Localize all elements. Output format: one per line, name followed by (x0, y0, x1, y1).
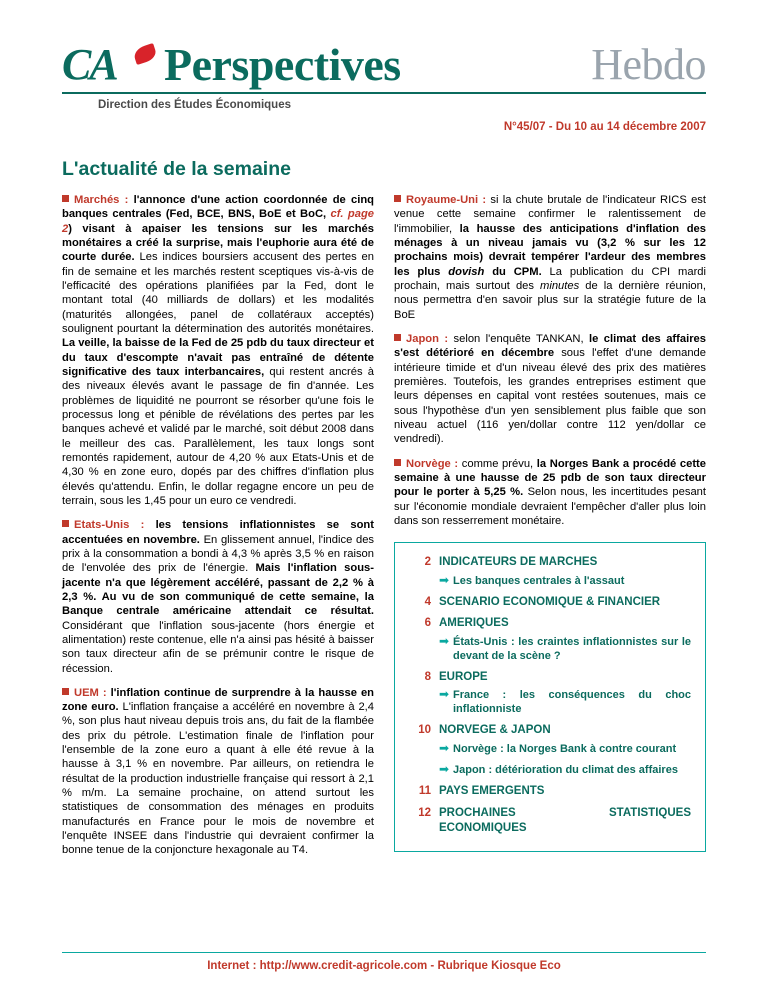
toc-subentry-label: Les banques centrales à l'assaut (453, 574, 625, 587)
toc-page-number: 11 (418, 785, 431, 798)
article-paragraph (394, 457, 706, 529)
toc-entry[interactable] (409, 616, 691, 631)
toc-section-label: AMERIQUES (439, 617, 509, 630)
paragraph-body: selon l'enquête TANKAN, le climat des affaires s'est détérioré en décembre sous l'effet d'une demande intérieure timide et d'un niveau élevé des prix des matières premières. Toutefois, les grandes entreprises estiment que leurs dépenses en capital vont restées soutenues, mais ce sous l'hypothèse d'un yen sensiblement plus faible que son niveau actuel (116 yen/dollar contre 112 yen/dollar ce vendredi). (394, 332, 706, 446)
arrow-right-icon: ➡ (439, 740, 450, 755)
toc-section-label: NORVEGE & JAPON (439, 723, 551, 736)
footer-link[interactable]: Internet : http://www.credit-agricole.com - Rubrique Kiosque Eco (207, 960, 561, 972)
toc-subentry[interactable] (439, 741, 691, 757)
footer (62, 952, 706, 972)
footer-divider (62, 952, 706, 953)
paragraph-lead: Japon : (406, 332, 449, 345)
paragraph-body: comme prévu, la Norges Bank a procédé cette semaine à une hausse de 25 pdb de son taux directeur pour le porter à 5,25 %. Selon nous, les incertitudes pesant sur l'économie mondiale devraient l'empêcher d'aller plus loin dans son resserrement monétaire. (394, 457, 706, 527)
toc-subentry[interactable] (439, 762, 691, 778)
paragraph-body: si la chute brutale de l'indicateur RICS est venue cette semaine confirmer le ralentissement de l'immobilier, la hausse des anticipations d'inflation des ménages à un niveau jamais vu (3,2 % sur les 12 prochains mois) devrait tempérer l'ardeur des membres les plus dovish du CPM. La publication du CPI mardi prochain, mais surtout des minutes de la dernière réunion, nous permettra d'en savoir plus sur la stratégie future de la BoE (394, 194, 706, 321)
issue-date: N°45/07 - Du 10 au 14 décembre 2007 (503, 121, 706, 133)
square-bullet-icon (394, 195, 401, 202)
arrow-right-icon: ➡ (439, 687, 450, 702)
toc-section-label: PROCHAINES STATISTIQUES ECONOMIQUES (439, 806, 691, 834)
toc-section-label: EUROPE (439, 670, 488, 683)
toc-entry[interactable] (409, 595, 691, 610)
square-bullet-icon (394, 459, 401, 466)
paragraph-lead: UEM : (74, 686, 107, 699)
toc-subentry-label: Norvège : la Norges Bank à contre courant (453, 742, 677, 755)
paragraph-lead: Etats-Unis : (74, 519, 145, 532)
paragraph-lead: Royaume-Uni : (406, 194, 487, 206)
logo-row (62, 39, 706, 90)
leaf-icon (132, 43, 158, 65)
page-title: L'actualité de la semaine (62, 158, 291, 180)
article-paragraph (62, 686, 374, 858)
department-label: Direction des Études Économiques (98, 99, 291, 111)
paragraph-body: l'annonce d'une action coordonnée de cinq banques centrales (Fed, BCE, BNS, BoE et BoC, cf. page 2) visant à apaiser les tensions sur les marchés monétaires a créé la surprise, mais l'euphorie aura été de courte durée. Les indices boursiers accusent des pertes en fin de semaine et les marchés restent sceptiques vis-à-vis de l'efficacité des opérations planifiées par la Fed, dont le montant total (40 milliards de dollars) et les modalités (maturités allongées, panel de collatéraux acceptés) soulignent pourtant la détermination des autorités monétaires. La veille, la baisse de la Fed de 25 pdb du taux directeur et du taux d'escompte n'avait pas entraîné de détente significative des taux interbancaires, qui restent ancrés à des niveaux élevés avant le passage de fin d'année. Les problèmes de liquidité ne pourront se résorber qu'une fois le processus long et pénible de révélations des pertes par les banques achevé et validé par le marché, soit début 2008 dans le meilleur des cas. Parallèlement, les taux longs sont remontés rapidement, autour de 4,20 % aux Etats-Unis et de 4,30 % en zone euro, dopés par des chiffres d'inflation plus élevés qu'attendu. Enfin, le dollar regagne encore un peu de terrain, sous les 1,45 pour un euro ce vendredi. (62, 194, 375, 507)
credit-agricole-logo (62, 42, 158, 88)
toc-page-number: 8 (424, 670, 431, 683)
arrow-right-icon: ➡ (439, 762, 450, 777)
square-bullet-icon (394, 334, 401, 341)
toc-entry[interactable] (409, 555, 691, 570)
toc-subentry-label: France : les conséquences du choc inflationniste (453, 689, 691, 716)
paragraph-lead: Norvège : (406, 457, 459, 470)
masthead-divider (62, 92, 706, 94)
article-paragraph (62, 193, 374, 508)
toc-entry[interactable] (409, 670, 691, 685)
right-column (394, 193, 706, 868)
toc-page-number: 6 (424, 617, 431, 630)
brand-secondary-title: Hebdo (591, 40, 706, 89)
article-paragraph (62, 518, 374, 676)
left-column (62, 193, 374, 868)
article-paragraph (394, 193, 706, 322)
toc-section-label: INDICATEURS DE MARCHES (439, 556, 598, 569)
toc-page-number: 12 (418, 806, 431, 819)
square-bullet-icon (62, 688, 69, 695)
square-bullet-icon (62, 520, 69, 527)
paragraph-body: l'inflation continue de surprendre à la hausse en zone euro. L'inflation française a accéléré en novembre à 2,4 %, son plus haut niveau depuis trois ans, du fait de la flambée des prix du pétrole. L'estimation finale de l'inflation pour l'ensemble de la zone euro a quant à elle été revue à la hausse à 3,1 % en novembre. Par ailleurs, on retiendra le résultat de la production industrielle française qui ressort à 2,1 % m/m. La semaine prochaine, on attend surtout les statistiques de consommation des ménages en produits manufacturés en France pour le mois de novembre et l'enquête INSEE dans l'industrie qui devraient confirmer la bonne tenue de la conjoncture hexagonale au T4. (62, 686, 375, 857)
toc-entry[interactable] (409, 784, 691, 799)
paragraph-lead: Marchés : (74, 194, 129, 206)
table-of-contents (394, 542, 706, 852)
toc-subentry[interactable] (439, 687, 691, 717)
toc-section-label: SCENARIO ECONOMIQUE & FINANCIER (439, 595, 661, 608)
toc-page-number: 4 (424, 595, 431, 608)
article-paragraph (394, 332, 706, 447)
toc-entry[interactable] (409, 723, 691, 738)
toc-page-number: 10 (418, 723, 431, 736)
paragraph-body: les tensions inflationnistes se sont accentuées en novembre. En glissement annuel, l'indice des prix à la consommation a bondi à 4,3 % après 3,5 % en raison de l'envolée des prix de l'énergie. Mais l'inflation sous-jacente n'a que légèrement accéléré, passant de 2,2 % à 2,3 %. Au vu de son communiqué de cette semaine, la Banque centrale américaine attendait ce résultat. Considérant que l'inflation sous-jacente (hors énergie et alimentation) reste contenue, elle n'a ainsi pas hésité à baisser son taux directeur afin de se prémunir contre le risque de récession. (62, 519, 375, 675)
toc-subentry-label: Japon : détérioration du climat des affaires (453, 764, 678, 777)
toc-subentry[interactable] (439, 573, 691, 589)
toc-section-label: PAYS EMERGENTS (439, 785, 545, 798)
toc-subentry-label: États-Unis : les craintes inflationnistes sur le devant de la scène ? (453, 636, 691, 662)
article-columns (62, 193, 706, 868)
arrow-right-icon: ➡ (439, 572, 450, 587)
arrow-right-icon: ➡ (439, 634, 450, 649)
toc-entry[interactable] (409, 806, 691, 835)
masthead (62, 0, 706, 133)
logo-text: CA (62, 40, 117, 89)
toc-page-number: 2 (424, 556, 431, 569)
square-bullet-icon (62, 195, 69, 202)
brand-title: Perspectives (164, 39, 401, 90)
toc-subentry[interactable] (439, 634, 691, 664)
